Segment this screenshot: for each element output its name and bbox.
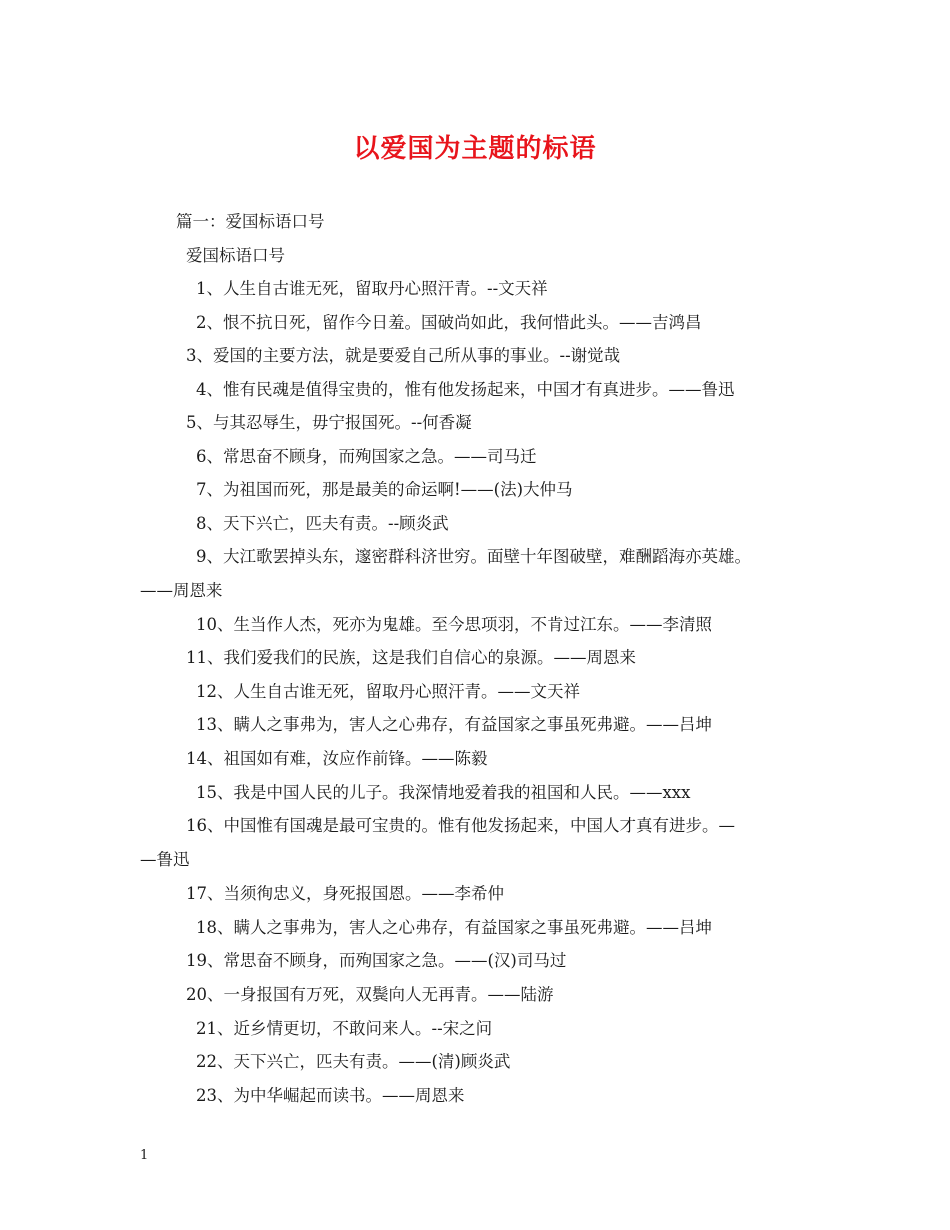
slogan-line: 5、与其忍辱生，毋宁报国死。--何香凝 bbox=[186, 413, 472, 432]
slogan-line: 20、一身报国有万死，双鬓向人无再青。——陆游 bbox=[186, 985, 554, 1004]
slogan-line: 13、瞒人之事弗为，害人之心弗存，有益国家之事虽死弗避。——吕坤 bbox=[196, 715, 712, 734]
slogan-line: 14、祖国如有难，汝应作前锋。——陈毅 bbox=[186, 749, 488, 768]
slogan-line: 4、惟有民魂是值得宝贵的，惟有他发扬起来，中国才有真进步。——鲁迅 bbox=[196, 380, 735, 399]
slogan-line: 21、近乡情更切，不敢问来人。--宋之问 bbox=[196, 1019, 493, 1038]
subheading: 爱国标语口号 bbox=[186, 246, 285, 265]
page-number: 1 bbox=[140, 1148, 149, 1163]
slogan-line: 2、恨不抗日死，留作今日羞。国破尚如此，我何惜此头。——吉鸿昌 bbox=[196, 313, 702, 332]
slogan-line: 11、我们爱我们的民族，这是我们自信心的泉源。——周恩来 bbox=[186, 648, 636, 667]
slogan-line: 7、为祖国而死，那是最美的命运啊!——(法)大仲马 bbox=[196, 480, 573, 499]
slogan-line: 17、当须徇忠义，身死报国恩。——李希仲 bbox=[186, 884, 504, 903]
slogan-line: 10、生当作人杰，死亦为鬼雄。至今思项羽，不肯过江东。——李清照 bbox=[196, 615, 712, 634]
slogan-line: 6、常思奋不顾身，而殉国家之急。——司马迁 bbox=[196, 447, 537, 466]
slogan-line: 15、我是中国人民的儿子。我深情地爱着我的祖国和人民。——xxx bbox=[196, 783, 691, 802]
slogan-line: 9、大江歌罢掉头东，邃密群科济世穷。面壁十年图破壁，难酬蹈海亦英雄。 bbox=[196, 547, 751, 566]
slogan-line: 8、天下兴亡，匹夫有责。--顾炎武 bbox=[196, 514, 449, 533]
slogan-line: 22、天下兴亡，匹夫有责。——(清)顾炎武 bbox=[196, 1052, 511, 1071]
slogan-line-continuation: —鲁迅 bbox=[140, 850, 190, 869]
slogan-line: 3、爱国的主要方法，就是要爱自己所从事的事业。--谢觉哉 bbox=[186, 346, 621, 365]
slogan-line: 12、人生自古谁无死，留取丹心照汗青。——文天祥 bbox=[196, 682, 580, 701]
slogan-line: 19、常思奋不顾身，而殉国家之急。——(汉)司马过 bbox=[186, 951, 567, 970]
slogan-line-continuation: ——周恩来 bbox=[140, 581, 223, 600]
slogan-line: 16、中国惟有国魂是最可宝贵的。惟有他发扬起来，中国人才真有进步。— bbox=[186, 816, 735, 835]
slogan-line: 23、为中华崛起而读书。——周恩来 bbox=[196, 1086, 465, 1105]
slogan-line: 18、瞒人之事弗为，害人之心弗存，有益国家之事虽死弗避。——吕坤 bbox=[196, 918, 712, 937]
slogan-line: 1、人生自古谁无死，留取丹心照汗青。--文天祥 bbox=[196, 279, 548, 298]
section-heading: 篇一：爱国标语口号 bbox=[176, 212, 325, 231]
document-title: 以爱国为主题的标语 bbox=[353, 134, 597, 164]
